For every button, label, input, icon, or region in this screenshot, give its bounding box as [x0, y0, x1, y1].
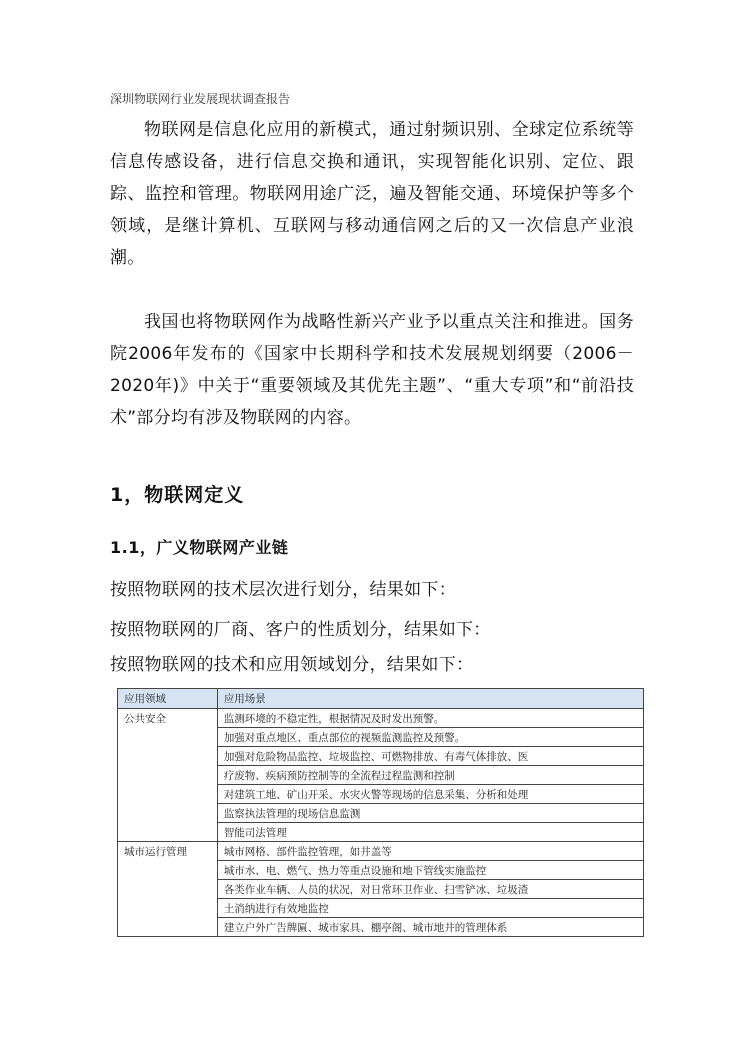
table-row	[118, 709, 644, 728]
scene-cell: 疗废物、疾病预防控制等的全流程过程监测和控制	[217, 766, 643, 785]
area-cell-public-safety: 公共安全	[118, 709, 218, 842]
intro-paragraph-2: 我国也将物联网作为战略性新兴产业予以重点关注和推进。国务院2006年发布的《国家中长期科学和技术发展规划纲要（2006－2020年)》中关于“重要领域及其优先主题”、“重大专项”和“前沿技术”部分均有涉及物联网的内容。	[110, 312, 634, 428]
section-heading: 1，物联网定义	[110, 484, 245, 506]
subsection-heading: 1.1，广义物联网产业链	[110, 538, 289, 557]
scene-cell: 城市网格、部件监控管理，如井盖等	[217, 842, 643, 861]
scene-cell: 对建筑工地、矿山开采、水灾火警等现场的信息采集、分析和处理	[217, 785, 643, 804]
scene-cell: 加强对危险物品监控、垃圾监控、可燃物排放、有毒气体排放、医	[217, 747, 643, 766]
classification-line-tech-layer: 按照物联网的技术层次进行划分，结果如下：	[110, 580, 456, 600]
scene-cell: 监察执法管理的现场信息监测	[217, 804, 643, 823]
scene-cell: 土消纳进行有效地监控	[217, 899, 643, 918]
column-header-area: 应用领域	[118, 689, 218, 709]
classification-line-tech-application: 按照物联网的技术和应用领域划分，结果如下：	[110, 655, 474, 675]
page-header: 深圳物联网行业发展现状调查报告	[110, 92, 291, 106]
scene-cell: 城市水、电、燃气、热力等重点设施和地下管线实施监控	[217, 861, 643, 880]
scene-cell: 各类作业车辆、人员的状况，对日常环卫作业、扫雪铲冰、垃圾渣	[217, 880, 643, 899]
area-cell-city-operation: 城市运行管理	[118, 842, 218, 937]
table-row	[118, 842, 644, 861]
application-domain-table	[117, 688, 644, 937]
scene-cell: 加强对重点地区、重点部位的视频监测监控及预警。	[217, 728, 643, 747]
scene-cell: 智能司法管理	[217, 823, 643, 842]
scene-cell: 监测环境的不稳定性，根据情况及时发出预警。	[217, 709, 643, 728]
scene-cell: 建立户外广告牌匾、城市家具、棚亭阁、城市地井的管理体系	[217, 918, 643, 937]
column-header-scene: 应用场景	[217, 689, 643, 709]
classification-line-vendor-customer: 按照物联网的厂商、客户的性质划分，结果如下：	[110, 620, 491, 640]
table-header-row	[118, 689, 644, 709]
intro-paragraph-1: 物联网是信息化应用的新模式，通过射频识别、全球定位系统等信息传感设备，进行信息交换和通讯，实现智能化识别、定位、跟踪、监控和管理。物联网用途广泛，遍及智能交通、环境保护等多个领域，是继计算机、互联网与移动通信网之后的又一次信息产业浪潮。	[110, 120, 634, 268]
